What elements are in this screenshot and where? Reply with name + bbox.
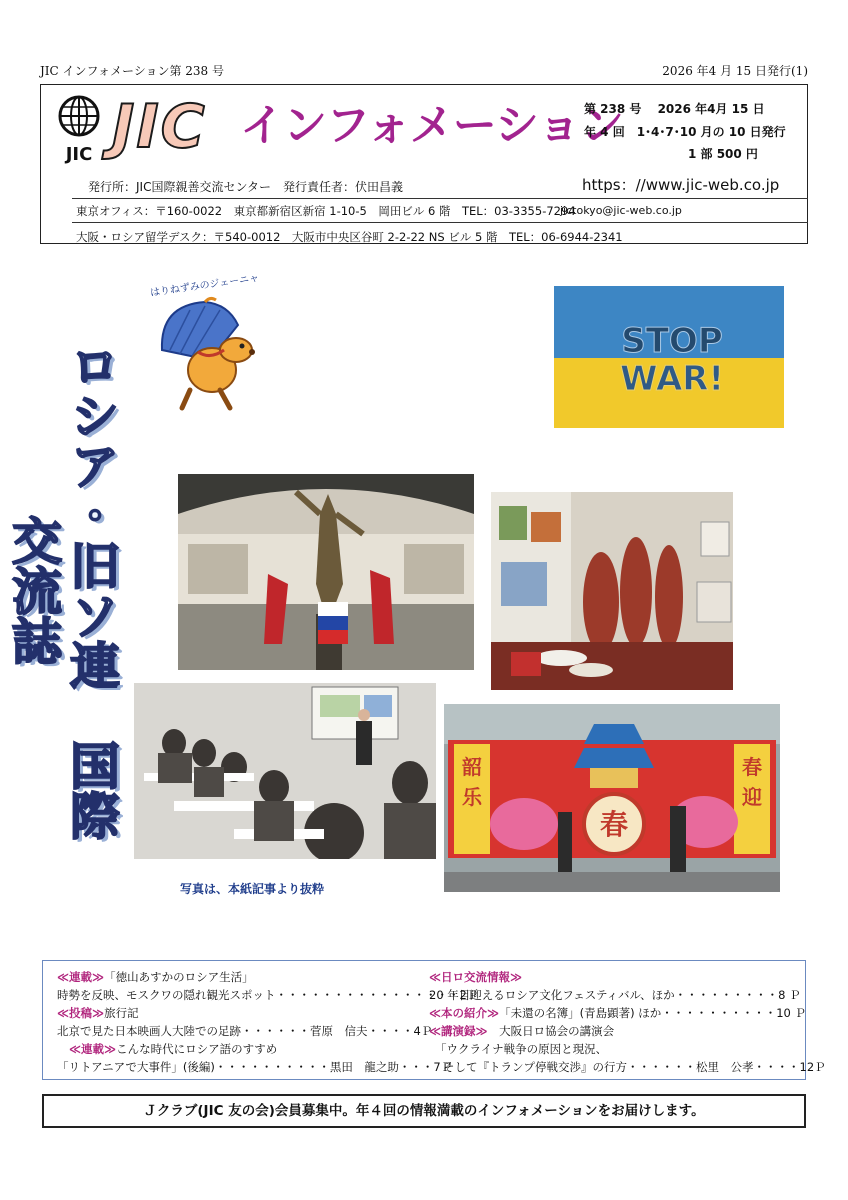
art-exhibit-photo	[491, 492, 733, 690]
tokyo-office-address: 東京オフィス：〒160-0022 東京都新宿区新宿 1-10-5 岡田ビル 6 階 TEL：03-3355-7294	[76, 204, 576, 218]
festival-char-left2: 乐	[462, 785, 482, 809]
festival-char-right: 春	[742, 755, 762, 779]
logo-text: JIC	[65, 144, 93, 165]
toc-left-5: ≪連載≫こんな時代にロシア語のすすめ	[69, 1042, 278, 1056]
toc-right-5: 「ウクライナ戦争の原因と現況、	[435, 1042, 608, 1056]
issue-price: 1 部 500 円	[688, 147, 758, 161]
jic-globe-logo-icon	[56, 94, 102, 166]
festival-char-left: 韶	[462, 755, 482, 779]
toc-right-3: ≪本の紹介≫「未還の名簿」(青島顕著) ほか・・・・・・・・・・10 Ｐ	[429, 1006, 806, 1020]
issue-number: 第 238 号 2026 年4月 15 日	[584, 102, 765, 116]
running-header-left: JIC インフォメーション第 238 号	[40, 64, 225, 78]
issue-schedule: 年 4 回 1･4･7･10 月の 10 日発行	[584, 125, 786, 139]
toc-left-2: 時勢を反映、モスクワの隠れ観光スポット・・・・・・・・・・・・・・・・2Ｐ	[57, 988, 479, 1002]
festival-char-center: 春	[599, 808, 629, 841]
toc-right-2: 20 年目迎えるロシア文化フェスティバル、ほか・・・・・・・・・8 Ｐ	[429, 988, 801, 1002]
war-text: WAR!	[620, 359, 724, 399]
toc-left-6: 「リトアニアで大事件」(後編)・・・・・・・・・・黒田 龍之助・・・7Ｐ	[57, 1060, 453, 1074]
running-header-right: 2026 年4 月 15 日発行(1)	[662, 64, 808, 78]
mascot-label: はりねずみのジェーニャ	[149, 272, 260, 299]
email-address[interactable]: jictokyo@jic-web.co.jp	[560, 204, 682, 217]
membership-banner: Ｊクラブ(JIC 友の会)会員募集中。年４回の情報満載のインフォメーションをお届けします。	[42, 1094, 806, 1128]
title-roman: JIC	[112, 92, 207, 162]
masthead-rule-2	[72, 222, 808, 223]
stop-war-photo	[554, 286, 784, 428]
masthead-rule-1	[72, 198, 808, 199]
vertical-title: ロシア・旧ソ連 国際交流誌	[4, 340, 120, 840]
toc-right-1: ≪日ロ交流情報≫	[429, 970, 523, 984]
toc-left-4: 北京で見た日本映画人大陸での足跡・・・・・・菅原 信夫・・・・4Ｐ	[57, 1024, 433, 1038]
photo-caption: 写真は、本紙記事より抜粋	[180, 882, 325, 896]
osaka-office-address: 大阪・ロシア留学デスク：〒540-0012 大阪市中央区谷町 2-2-22 NS ビル 5 階 TEL：06-6944-2341	[76, 230, 623, 244]
hedgehog-umbrella-icon	[150, 290, 260, 415]
spring-festival-photo	[444, 704, 780, 892]
website-url[interactable]: https：//www.jic-web.co.jp	[582, 176, 780, 194]
memorial-hall-photo	[178, 474, 474, 670]
publisher-line: 発行所：JIC国際親善交流センター 発行責任者：伏田昌義	[88, 180, 403, 194]
table-of-contents	[42, 960, 826, 1080]
stop-text: STOP	[621, 321, 723, 361]
toc-left-3: ≪投稿≫旅行記	[57, 1006, 139, 1020]
festival-char-right2: 迎	[742, 785, 762, 809]
title-kana: インフォメーション	[240, 100, 624, 151]
toc-right-4: ≪講演録≫ 大阪日ロ協会の講演会	[429, 1024, 615, 1038]
lecture-photo	[134, 683, 436, 859]
toc-right-6: そして『トランプ停戦交渉』の行方・・・・・・松里 公孝・・・・12Ｐ	[443, 1060, 826, 1074]
toc-left-1: ≪連載≫「徳山あすかのロシア生活」	[57, 970, 254, 984]
